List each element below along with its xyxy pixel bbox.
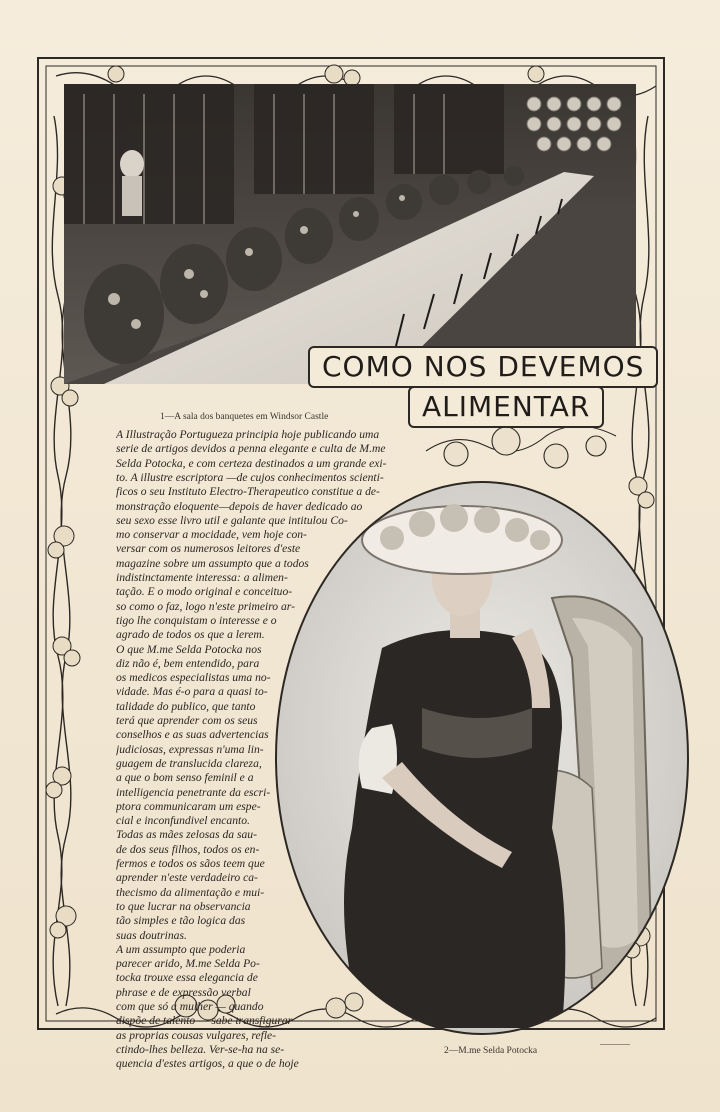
article-line: intelligencia penetrante da escri-	[116, 785, 271, 799]
article-line: os medicos especialistas uma no-	[116, 671, 271, 685]
article-line: agrado de todos os que a lerem.	[116, 628, 265, 642]
article-line: to que lucrar na observancia	[116, 899, 251, 913]
article-line: de dos seus filhos, todos os en-	[116, 842, 260, 856]
article-line: as proprias cousas vulgares, refle-	[116, 1028, 277, 1042]
title-line-1: COMO NOS DEVEMOS	[308, 346, 658, 388]
article-line: judiciosas, expressas n'uma lin-	[116, 742, 264, 756]
article-line: quencia d'estes artigos, a que o de hoje	[116, 1057, 299, 1071]
article-line: terá que aprender com os seus	[116, 714, 258, 727]
article-line: indistinctamente interessa: a alimen-	[116, 571, 288, 584]
article-line: ficos o seu Instituto Electro-Therapeutico constitue a de-	[116, 485, 380, 499]
article-line: magazine sobre um assumpto que a todos	[116, 556, 309, 570]
article-line: aprender n'este verdadeiro ca-	[116, 871, 258, 885]
article-line: tocka trouxe essa elegancia de	[116, 971, 258, 985]
article-line: versar com os numerosos leitores d'este	[116, 542, 301, 556]
article-line: a que o bom senso feminil e a	[116, 771, 254, 785]
article-line: guagem de translucida clareza,	[116, 756, 262, 770]
portrait-photo	[272, 478, 692, 1038]
article-line: thecismo da alimentação e mui-	[116, 885, 265, 899]
article-line: A Illustração Portugueza principia hoje publicando uma	[116, 428, 380, 441]
article-line: serie de artigos devidos a penna elegante e culta de M.me	[116, 442, 386, 456]
banquet-photo-caption: 1—A sala dos banquetes em Windsor Castle	[160, 412, 329, 422]
article-line: vidade. Mas é-o para a quasi to-	[116, 685, 268, 699]
article-line: phrase e de expressão verbal	[116, 985, 251, 999]
portrait-caption: 2—M.me Selda Potocka	[444, 1046, 538, 1056]
article-line: so como o faz, logo n'este primeiro ar-	[116, 599, 295, 613]
title-line-2: ALIMENTAR	[408, 386, 604, 428]
article-line: tigo lhe conquistam o interesse e o	[116, 613, 277, 627]
article-line: parecer arido, M.me Selda Po-	[116, 957, 260, 971]
article-line: talidade do publico, que tanto	[116, 699, 256, 713]
article-line: tação. E o modo original e conceituo-	[116, 585, 293, 599]
article-line: seu sexo esse livro util e galante que intitulou Co-	[116, 513, 348, 527]
article-line: cial e inconfundivel encanto.	[116, 814, 250, 828]
article-line: dispõe de talento — sabe transfigurar	[116, 1014, 293, 1028]
article-line: O que M.me Selda Potocka nos	[116, 642, 262, 656]
article-line: mo conservar a mocidade, vem hoje con-	[116, 528, 307, 542]
article-line: fermos e todos os sãos teem que	[116, 857, 265, 870]
article-line: conselhos e as suas advertencias	[116, 728, 269, 742]
article-line: to. A illustre escriptora —de cujos conhecimentos scienti-	[116, 470, 384, 484]
article-line: tão simples e tão logica das	[116, 914, 246, 928]
article-line: diz não é, bem entendido, para	[116, 656, 260, 670]
banquet-hall-photo	[64, 84, 636, 384]
article-line: com que só a mulher — quando	[116, 1000, 264, 1013]
article-line: ptora communicaram um espe-	[116, 799, 261, 813]
article-line: monstração eloquente—depois de haver dedicado ao	[116, 499, 363, 513]
article-line: suas doutrinas.	[116, 928, 187, 942]
page-mark	[600, 1044, 630, 1045]
article-line: ctindo-lhes belleza. Ver-se-ha na se-	[116, 1042, 285, 1056]
article-line: Todas as mães zelosas da sau-	[116, 828, 257, 842]
article-line: A um assumpto que poderia	[116, 942, 246, 956]
article-line: Selda Potocka, e com certeza destinados a um grande exi-	[116, 456, 387, 470]
